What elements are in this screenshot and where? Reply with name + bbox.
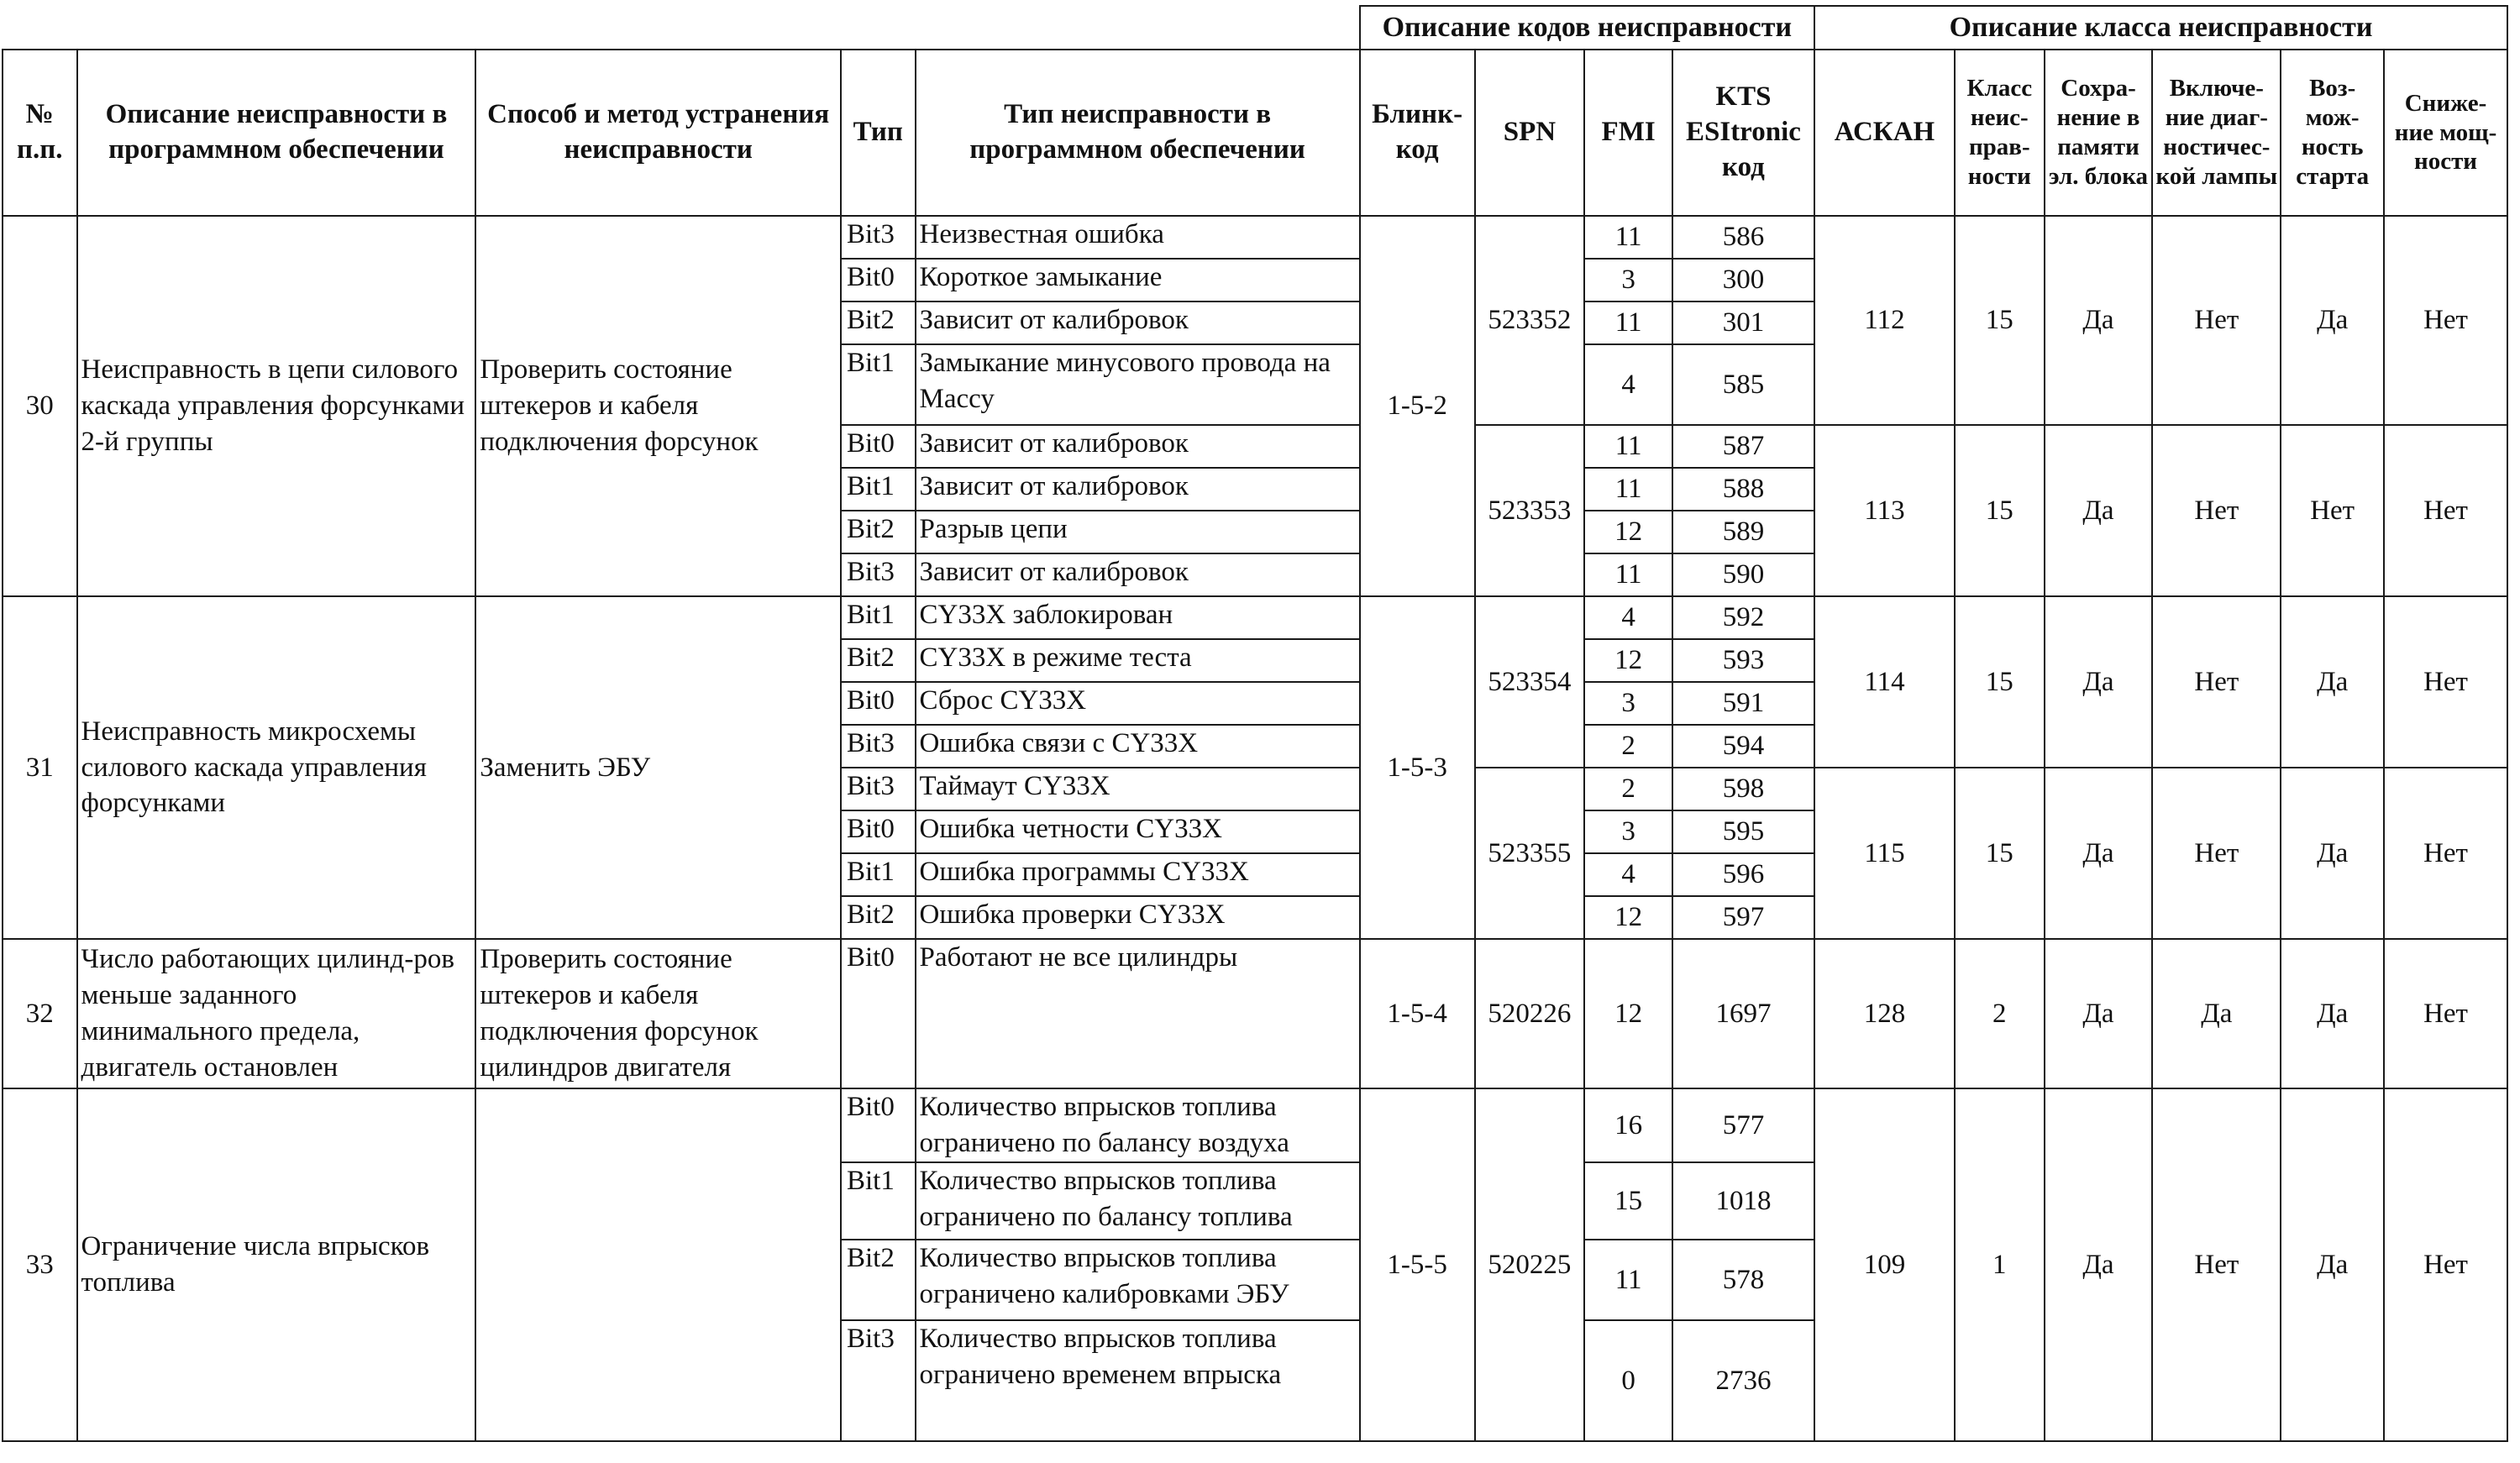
bit-type: Bit2 (841, 639, 916, 682)
fmi-code: 12 (1584, 511, 1672, 553)
spn-code: 520225 (1475, 1088, 1585, 1441)
fmi-code: 3 (1584, 810, 1672, 853)
bit-type: Bit3 (841, 768, 916, 810)
blink-code: 1-5-2 (1360, 216, 1475, 596)
fault-type: Работают не все цилиндры (916, 939, 1360, 1088)
row-description: Неисправность в цепи силового каскада управления форсунками 2-й группы (77, 216, 476, 596)
save-memory: Да (2045, 216, 2153, 425)
header-fault-class: Класс неис-прав-ности (1955, 50, 2045, 216)
fault-type: Замыкание минусового провода на Массу (916, 344, 1360, 425)
fmi-code: 16 (1584, 1088, 1672, 1162)
table-row (3, 1088, 2507, 1162)
fmi-code: 12 (1584, 896, 1672, 939)
header-method: Способ и метод устранения неисправности (475, 50, 841, 216)
fmi-code: 0 (1584, 1320, 1672, 1441)
kts-code: 596 (1672, 853, 1814, 896)
lamp-on: Нет (2152, 596, 2281, 768)
fmi-code: 11 (1584, 1240, 1672, 1320)
bit-type: Bit1 (841, 1162, 916, 1240)
row-method (475, 1088, 841, 1441)
spn-code: 523353 (1475, 425, 1585, 596)
column-header-row (3, 50, 2507, 216)
fault-type: Количество впрысков топлива ограничено калибровками ЭБУ (916, 1240, 1360, 1320)
kts-code: 2736 (1672, 1320, 1814, 1441)
fault-type: Ошибка программы CY33X (916, 853, 1360, 896)
fault-type: Зависит от калибровок (916, 302, 1360, 344)
fmi-code: 2 (1584, 725, 1672, 768)
kts-code: 591 (1672, 682, 1814, 725)
fmi-code: 11 (1584, 468, 1672, 511)
save-memory: Да (2045, 939, 2153, 1088)
start-possible: Да (2281, 1088, 2384, 1441)
table-row (3, 216, 2507, 259)
kts-code: 585 (1672, 344, 1814, 425)
askan-code: 112 (1814, 216, 1955, 425)
bit-type: Bit1 (841, 468, 916, 511)
group-header-codes: Описание кодов неисправности (1360, 6, 1814, 50)
lamp-on: Нет (2152, 425, 2281, 596)
kts-code: 592 (1672, 596, 1814, 639)
fmi-code: 11 (1584, 553, 1672, 596)
fault-type: Зависит от калибровок (916, 468, 1360, 511)
header-lamp: Включе-ние диаг-ностичес-кой лампы (2152, 50, 2281, 216)
start-possible: Да (2281, 216, 2384, 425)
spn-code: 523355 (1475, 768, 1585, 939)
askan-code: 109 (1814, 1088, 1955, 1441)
row-num: 30 (3, 216, 77, 596)
lamp-on: Да (2152, 939, 2281, 1088)
power-reduction: Нет (2384, 425, 2507, 596)
kts-code: 593 (1672, 639, 1814, 682)
fmi-code: 4 (1584, 596, 1672, 639)
askan-code: 128 (1814, 939, 1955, 1088)
fault-type: Ошибка четности CY33X (916, 810, 1360, 853)
row-method: Заменить ЭБУ (475, 596, 841, 939)
fault-type: Зависит от калибровок (916, 553, 1360, 596)
save-memory: Да (2045, 768, 2153, 939)
bit-type: Bit0 (841, 810, 916, 853)
kts-code: 577 (1672, 1088, 1814, 1162)
group-header-class: Описание класса неисправности (1814, 6, 2507, 50)
askan-code: 114 (1814, 596, 1955, 768)
fmi-code: 4 (1584, 344, 1672, 425)
header-spn: SPN (1475, 50, 1585, 216)
row-num: 31 (3, 596, 77, 939)
kts-code: 595 (1672, 810, 1814, 853)
table-row (3, 939, 2507, 1088)
save-memory: Да (2045, 425, 2153, 596)
fmi-code: 11 (1584, 425, 1672, 468)
bit-type: Bit2 (841, 1240, 916, 1320)
start-possible: Да (2281, 939, 2384, 1088)
kts-code: 1018 (1672, 1162, 1814, 1240)
fmi-code: 3 (1584, 259, 1672, 302)
header-kts: KTS ESItronic код (1672, 50, 1814, 216)
fault-class: 2 (1955, 939, 2045, 1088)
kts-code: 594 (1672, 725, 1814, 768)
fault-type: Таймаут CY33X (916, 768, 1360, 810)
header-start: Воз-мож-ность старта (2281, 50, 2384, 216)
blink-code: 1-5-5 (1360, 1088, 1475, 1441)
bit-type: Bit0 (841, 425, 916, 468)
bit-type: Bit0 (841, 259, 916, 302)
header-fmi: FMI (1584, 50, 1672, 216)
bit-type: Bit2 (841, 896, 916, 939)
bit-type: Bit2 (841, 302, 916, 344)
fault-type: CY33X в режиме теста (916, 639, 1360, 682)
row-method: Проверить состояние штекеров и кабеля подключения форсунок (475, 216, 841, 596)
blink-code: 1-5-4 (1360, 939, 1475, 1088)
save-memory: Да (2045, 1088, 2153, 1441)
fault-type: Ошибка связи с CY33X (916, 725, 1360, 768)
bit-type: Bit2 (841, 511, 916, 553)
fault-class: 15 (1955, 768, 2045, 939)
lamp-on: Нет (2152, 1088, 2281, 1441)
header-power: Сниже-ние мощ-ности (2384, 50, 2507, 216)
fmi-code: 12 (1584, 639, 1672, 682)
kts-code: 598 (1672, 768, 1814, 810)
start-possible: Нет (2281, 425, 2384, 596)
header-askan: АСКАН (1814, 50, 1955, 216)
lamp-on: Нет (2152, 768, 2281, 939)
fmi-code: 11 (1584, 216, 1672, 259)
header-description: Описание неисправности в программном обеспечении (77, 50, 476, 216)
header-blink: Блинк-код (1360, 50, 1475, 216)
fmi-code: 11 (1584, 302, 1672, 344)
fault-type: CY33X заблокирован (916, 596, 1360, 639)
row-num: 33 (3, 1088, 77, 1441)
fault-class: 15 (1955, 596, 2045, 768)
bit-type: Bit0 (841, 1088, 916, 1162)
start-possible: Да (2281, 596, 2384, 768)
bit-type: Bit0 (841, 682, 916, 725)
fault-class: 15 (1955, 216, 2045, 425)
blink-code: 1-5-3 (1360, 596, 1475, 939)
save-memory: Да (2045, 596, 2153, 768)
bit-type: Bit3 (841, 216, 916, 259)
bit-type: Bit3 (841, 725, 916, 768)
fault-type: Разрыв цепи (916, 511, 1360, 553)
power-reduction: Нет (2384, 216, 2507, 425)
kts-code: 588 (1672, 468, 1814, 511)
group-header-row (3, 6, 2507, 50)
header-save-memory: Сохра-нение в памяти эл. блока (2045, 50, 2153, 216)
kts-code: 586 (1672, 216, 1814, 259)
bit-type: Bit3 (841, 553, 916, 596)
fault-type: Неизвестная ошибка (916, 216, 1360, 259)
fault-class: 1 (1955, 1088, 2045, 1441)
spn-code: 523354 (1475, 596, 1585, 768)
fmi-code: 12 (1584, 939, 1672, 1088)
header-num: № п.п. (3, 50, 77, 216)
power-reduction: Нет (2384, 768, 2507, 939)
askan-code: 115 (1814, 768, 1955, 939)
fault-type: Сброс CY33X (916, 682, 1360, 725)
fmi-code: 2 (1584, 768, 1672, 810)
bit-type: Bit0 (841, 939, 916, 1088)
bit-type: Bit1 (841, 344, 916, 425)
start-possible: Да (2281, 768, 2384, 939)
kts-code: 590 (1672, 553, 1814, 596)
power-reduction: Нет (2384, 939, 2507, 1088)
row-description: Ограничение числа впрысков топлива (77, 1088, 476, 1441)
spn-code: 523352 (1475, 216, 1585, 425)
kts-code: 578 (1672, 1240, 1814, 1320)
fault-type: Количество впрысков топлива ограничено временем впрыска (916, 1320, 1360, 1441)
row-num: 32 (3, 939, 77, 1088)
kts-code: 300 (1672, 259, 1814, 302)
row-method: Проверить состояние штекеров и кабеля подключения форсунок цилиндров двигателя (475, 939, 841, 1088)
row-description: Неисправность микросхемы силового каскада управления форсунками (77, 596, 476, 939)
fault-type: Количество впрысков топлива ограничено по балансу воздуха (916, 1088, 1360, 1162)
fault-codes-table (2, 5, 2508, 1442)
spn-code: 520226 (1475, 939, 1585, 1088)
bit-type: Bit1 (841, 853, 916, 896)
header-type: Тип (841, 50, 916, 216)
row-description: Число работающих цилинд-ров меньше заданного минимального предела, двигатель остановлен (77, 939, 476, 1088)
header-sw-type: Тип неисправности в программном обеспечении (916, 50, 1360, 216)
fault-type: Короткое замыкание (916, 259, 1360, 302)
fault-type: Зависит от калибровок (916, 425, 1360, 468)
askan-code: 113 (1814, 425, 1955, 596)
fault-type: Количество впрысков топлива ограничено по балансу топлива (916, 1162, 1360, 1240)
fmi-code: 4 (1584, 853, 1672, 896)
fmi-code: 15 (1584, 1162, 1672, 1240)
group-header-empty (3, 6, 1360, 50)
fmi-code: 3 (1584, 682, 1672, 725)
power-reduction: Нет (2384, 1088, 2507, 1441)
fault-class: 15 (1955, 425, 2045, 596)
kts-code: 301 (1672, 302, 1814, 344)
table-row (3, 596, 2507, 639)
power-reduction: Нет (2384, 596, 2507, 768)
kts-code: 589 (1672, 511, 1814, 553)
fault-type: Ошибка проверки CY33X (916, 896, 1360, 939)
kts-code: 587 (1672, 425, 1814, 468)
kts-code: 1697 (1672, 939, 1814, 1088)
kts-code: 597 (1672, 896, 1814, 939)
lamp-on: Нет (2152, 216, 2281, 425)
bit-type: Bit3 (841, 1320, 916, 1441)
bit-type: Bit1 (841, 596, 916, 639)
